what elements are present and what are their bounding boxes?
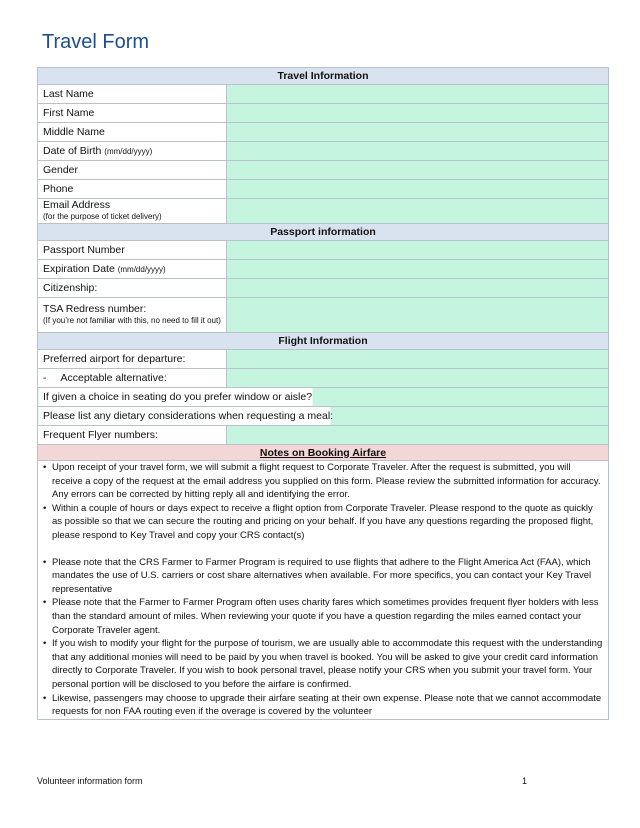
row-date-of-birth — [38, 142, 609, 161]
phone-input[interactable] — [232, 181, 603, 197]
expiration-field[interactable] — [227, 260, 609, 279]
note-item: • Upon receipt of your travel form, we will submit a flight request to Corporate Traveler. After the request is submitted, you will receive a copy of the request at the email address you supplied on this form. Please review the submitted information for accuracy. Any errors can be corrected by hitting reply all and identifying the error. — [43, 461, 603, 502]
expiration-hint: (mm/dd/yyyy) — [117, 265, 166, 274]
note-item: • Please note that the Farmer to Farmer Program often uses charity fares which sometimes provides frequent flyer holders with less than the standard amount of miles. When reviewing your quote if you have a question regarding the miles earned contact your Corporate Traveler agent. — [43, 596, 603, 637]
section-title: Passport information — [38, 224, 609, 241]
departure-field[interactable] — [227, 350, 609, 369]
passport-number-field[interactable] — [227, 241, 609, 260]
tsa-field[interactable] — [227, 298, 609, 333]
row-expiration-date — [38, 260, 609, 279]
note-item: • Within a couple of hours or days expect to receive a flight option from Corporate Traveler. Please respond to the quote as quickly as possible so that we can secure the routing and pricing on your behalf. If you have any questions regarding the proposed flight, please respond to Key Travel and copy your CRS contact(s) — [43, 502, 603, 543]
tsa-label: TSA Redress number: — [43, 303, 147, 315]
email-label: Email Address — [43, 199, 111, 211]
travel-form-table — [37, 67, 609, 720]
citizenship-field[interactable] — [227, 279, 609, 298]
row-last-name — [38, 85, 609, 104]
notes-list — [43, 461, 603, 719]
page-number: 1 — [522, 776, 528, 786]
row-frequent-flyer — [38, 426, 609, 445]
section-title: Travel Information — [38, 68, 609, 85]
middle-name-field[interactable] — [227, 123, 609, 142]
seating-label: If given a choice in seating do you prefer window or aisle? — [43, 391, 313, 403]
gender-input[interactable] — [232, 162, 603, 178]
row-first-name — [38, 104, 609, 123]
dietary-label: Please list any dietary considerations when requesting a meal: — [43, 410, 334, 422]
passport-number-input[interactable] — [232, 242, 603, 258]
notes-body — [38, 461, 609, 720]
passport-number-label: Passport Number — [38, 241, 227, 260]
dob-hint: (mm/dd/yyyy) — [104, 147, 153, 156]
tsa-input[interactable] — [232, 307, 603, 323]
phone-field[interactable] — [227, 180, 609, 199]
expiration-label: Expiration Date — [43, 263, 115, 275]
frequent-flyer-input[interactable] — [232, 427, 603, 443]
note-item: • Likewise, passengers may choose to upgrade their airfare seating at their own expense. Please note that we cannot accommodate requests for non FAA routing even if the overage is covered by the volunteer — [43, 692, 603, 719]
citizenship-input[interactable] — [232, 280, 603, 296]
alternative-label-cell — [38, 369, 227, 388]
phone-label: Phone — [38, 180, 227, 199]
row-dietary — [38, 407, 609, 426]
last-name-input[interactable] — [232, 86, 603, 102]
expiration-input[interactable] — [232, 261, 603, 277]
expiration-label-cell — [38, 260, 227, 279]
citizenship-label: Citizenship: — [38, 279, 227, 298]
row-middle-name — [38, 123, 609, 142]
section-notes-header — [38, 445, 609, 461]
middle-name-input[interactable] — [232, 124, 603, 140]
row-seating — [38, 388, 609, 407]
frequent-flyer-label: Frequent Flyer numbers: — [38, 426, 227, 445]
frequent-flyer-field[interactable] — [227, 426, 609, 445]
first-name-label: First Name — [38, 104, 227, 123]
section-title: Notes on Booking Airfare — [38, 445, 609, 461]
departure-input[interactable] — [232, 351, 603, 367]
alternative-label: Acceptable alternative: — [60, 372, 167, 384]
last-name-label: Last Name — [38, 85, 227, 104]
row-passport-number — [38, 241, 609, 260]
dietary-cell[interactable] — [38, 407, 609, 426]
dob-label-cell — [38, 142, 227, 161]
notes-cell — [38, 461, 609, 720]
section-passport-information — [38, 224, 609, 241]
row-alternative-airport — [38, 369, 609, 388]
footer-label: Volunteer information form — [37, 776, 143, 786]
last-name-field[interactable] — [227, 85, 609, 104]
alternative-input[interactable] — [232, 370, 603, 386]
tsa-label-cell — [38, 298, 227, 333]
middle-name-label: Middle Name — [38, 123, 227, 142]
email-field[interactable] — [227, 199, 609, 224]
dob-input[interactable] — [232, 143, 603, 159]
row-gender — [38, 161, 609, 180]
note-item: • Please note that the CRS Farmer to Farmer Program is required to use flights that adhere to the Flight America Act (FAA), which mandates the use of U.S. carriers or cost share alternatives when available. For more specifics, you can contact your Key Travel representative — [43, 556, 603, 597]
section-flight-information — [38, 333, 609, 350]
note-item: • If you wish to modify your flight for the purpose of tourism, we are usually able to accommodate this request with the understanding that any additional monies will need to be paid by you when travel is booked. You will be asked to give your credit card information directly to Corporate Traveler. If you wish to book personal travel, please notify your CRS when you submit your travel form. Your personal portion will be disclosed to you before the airfare is confirmed. — [43, 637, 603, 691]
row-email — [38, 199, 609, 224]
row-departure-airport — [38, 350, 609, 369]
row-phone — [38, 180, 609, 199]
first-name-field[interactable] — [227, 104, 609, 123]
email-label-cell — [38, 199, 227, 224]
section-title: Flight Information — [38, 333, 609, 350]
row-citizenship — [38, 279, 609, 298]
tsa-hint: (If you’re not familiar with this, no need to fill it out) — [43, 316, 221, 325]
gender-field[interactable] — [227, 161, 609, 180]
row-tsa-redress — [38, 298, 609, 333]
alternative-dash: - — [43, 372, 47, 384]
first-name-input[interactable] — [232, 105, 603, 121]
section-travel-information — [38, 68, 609, 85]
gender-label: Gender — [38, 161, 227, 180]
page-title: Travel Form — [42, 31, 150, 53]
alternative-field[interactable] — [227, 369, 609, 388]
dob-label: Date of Birth — [43, 145, 102, 157]
departure-label: Preferred airport for departure: — [38, 350, 227, 369]
dob-field[interactable] — [227, 142, 609, 161]
email-input[interactable] — [232, 203, 603, 219]
email-hint: (for the purpose of ticket delivery) — [43, 212, 162, 221]
seating-cell[interactable] — [38, 388, 609, 407]
